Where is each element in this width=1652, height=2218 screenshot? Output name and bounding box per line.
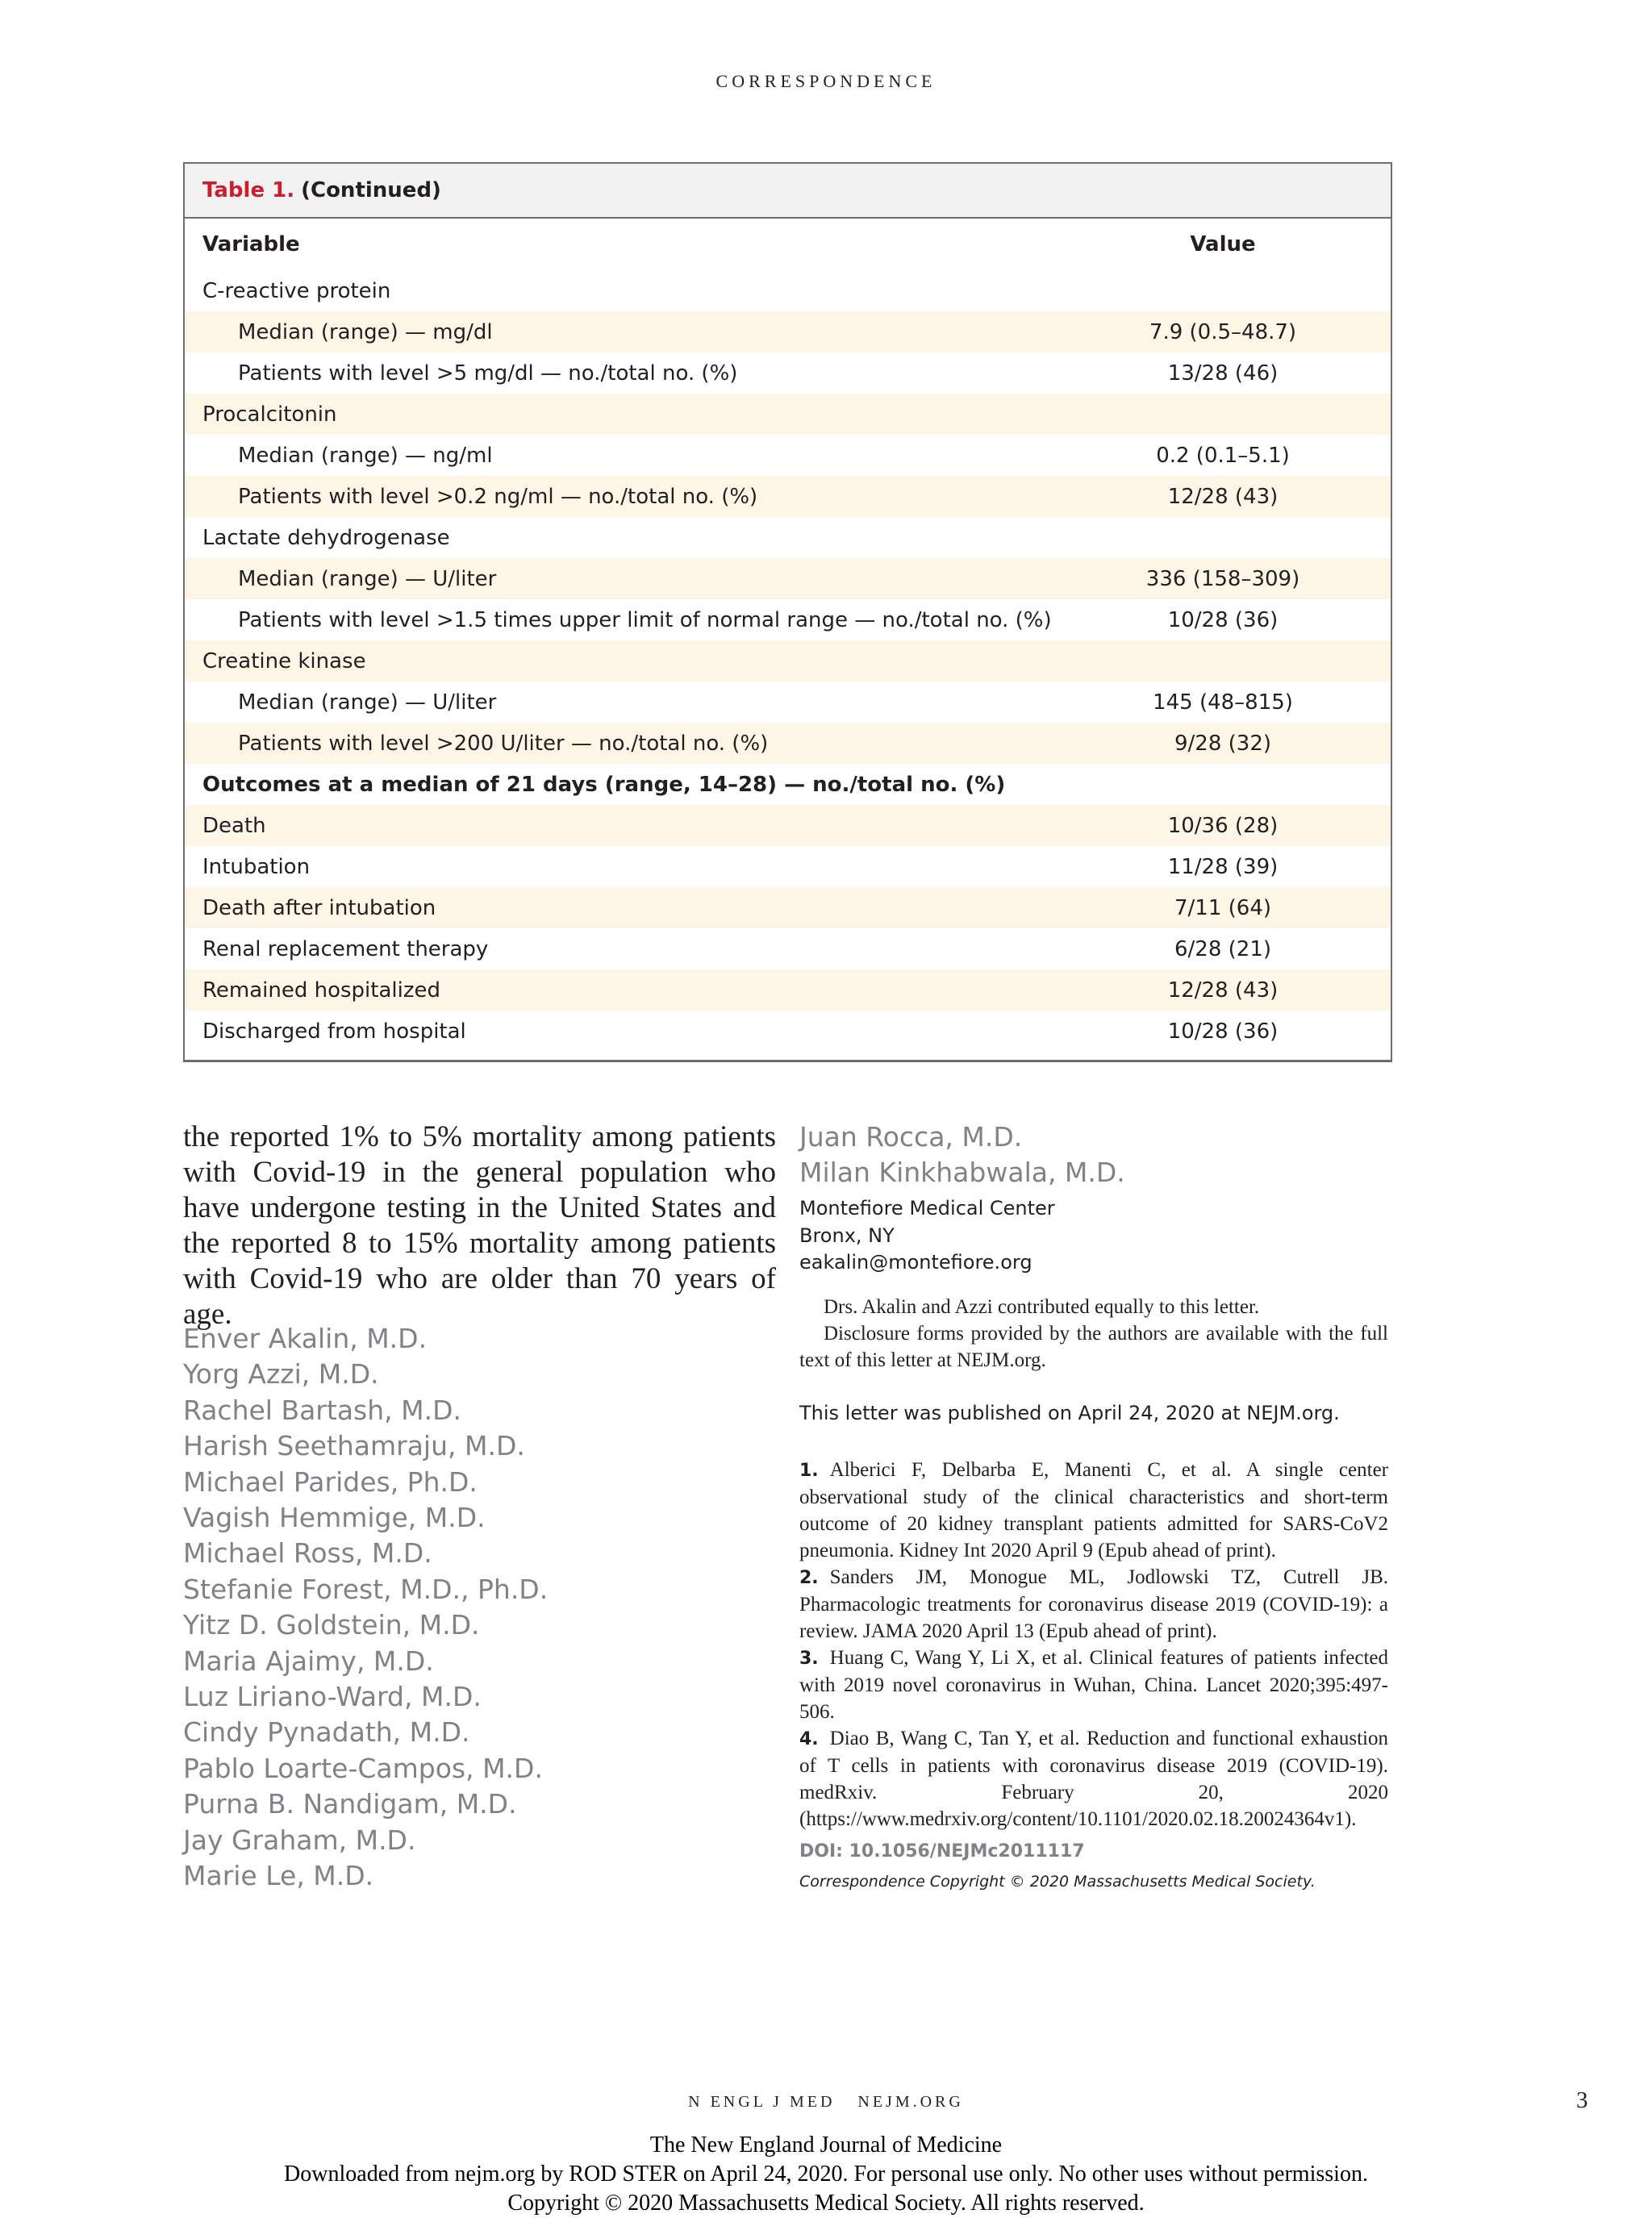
author-notes	[799, 1294, 1388, 1374]
table-continued: (Continued)	[301, 178, 441, 202]
table-row	[185, 723, 1391, 764]
author-name: Enver Akalin, M.D.	[183, 1323, 428, 1354]
row-value: 6/28 (21)	[1174, 936, 1272, 961]
author-name: Jay Graham, M.D.	[183, 1824, 416, 1856]
table-row	[185, 311, 1391, 352]
author-name: Pablo Loarte-Campos, M.D.	[183, 1752, 543, 1784]
reference-number: 4.	[799, 1729, 819, 1749]
row-variable: Patients with level >0.2 ng/ml — no./total no. (%)	[238, 484, 758, 509]
table-row	[185, 352, 1391, 394]
table-row	[185, 969, 1391, 1011]
affiliation	[799, 1195, 1055, 1277]
table-row	[185, 270, 1391, 311]
author-name: Yorg Azzi, M.D.	[183, 1358, 379, 1390]
table-row	[185, 599, 1391, 640]
row-variable: Median (range) — mg/dl	[238, 319, 493, 344]
reference-text: Alberici F, Delbarba E, Manenti C, et al. A single center observational study of the clinical characteristics and short-term outcome of 20 kidney transplant patients admitted for SARS-CoV2 pneumonia. Kidney Int 2020 April 9 (Epub ahead of print).	[799, 1459, 1388, 1561]
reference-number: 1.	[799, 1461, 819, 1481]
doi-link[interactable]: DOI: 10.1056/NEJMc2011117	[799, 1841, 1085, 1862]
email-link[interactable]: eakalin@montefiore.org	[799, 1251, 1032, 1274]
table-header-row	[185, 219, 1391, 270]
notice-line: Downloaded from nejm.org by ROD STER on April 24, 2020. For personal use only. No other uses without permission.	[284, 2162, 1368, 2187]
row-variable: Intubation	[202, 854, 311, 879]
row-variable: Renal replacement therapy	[202, 936, 489, 961]
location: Bronx, NY	[799, 1224, 895, 1247]
row-value: 12/28 (43)	[1167, 978, 1279, 1003]
table-bottom-rule	[183, 1060, 1392, 1062]
author-name: Purna B. Nandigam, M.D.	[183, 1788, 517, 1820]
row-variable: Lactate dehydrogenase	[202, 525, 450, 550]
row-value: 336 (158–309)	[1145, 566, 1300, 591]
reference-text: Diao B, Wang C, Tan Y, et al. Reduction and functional exhaustion of T cells in patients with coronavirus disease 2019 (COVID-19). medRxiv. February 20, 2020 (https://www.medrxiv.org/content/10.1101/2020.02.18.20024364v1).	[799, 1728, 1388, 1830]
author-name: Harish Seethamraju, M.D.	[183, 1430, 525, 1462]
author-name: Maria Ajaimy, M.D.	[183, 1645, 434, 1677]
row-variable: Median (range) — U/liter	[238, 566, 497, 591]
table-1	[183, 162, 1392, 1061]
author-name: Marie Le, M.D.	[183, 1860, 374, 1892]
page-number: 3	[1576, 2087, 1588, 2113]
row-value: 10/36 (28)	[1167, 813, 1279, 838]
published-note: This letter was published on April 24, 2020 at NEJM.org.	[799, 1402, 1340, 1424]
journal-site: NEJM.ORG	[857, 2093, 964, 2111]
reference-number: 3.	[799, 1649, 819, 1669]
journal-abbrev: N ENGL J MED	[688, 2093, 836, 2111]
note: Disclosure forms provided by the authors are available with the full text of this letter at NEJM.org.	[799, 1323, 1388, 1371]
table-row	[185, 764, 1391, 805]
reference-number: 2.	[799, 1568, 819, 1588]
download-notice	[0, 2131, 1652, 2218]
table-row	[185, 435, 1391, 476]
author-name: Yitz D. Goldstein, M.D.	[183, 1609, 480, 1641]
notice-line: The New England Journal of Medicine	[649, 2133, 1003, 2158]
column-header-value: Value	[1190, 232, 1256, 256]
row-value: 7.9 (0.5–48.7)	[1149, 319, 1297, 344]
reference	[799, 1457, 1388, 1564]
row-variable: Outcomes at a median of 21 days (range, 14–28) — no./total no. (%)	[202, 772, 1006, 797]
row-value: 7/11 (64)	[1174, 895, 1272, 920]
table-row	[185, 887, 1391, 928]
column-header-variable: Variable	[202, 232, 300, 256]
footer-journal	[0, 2093, 1652, 2112]
row-variable: Median (range) — ng/ml	[238, 443, 493, 468]
table-row	[185, 517, 1391, 558]
references	[799, 1457, 1388, 1832]
row-variable: Discharged from hospital	[202, 1019, 466, 1044]
author-list-left	[183, 1321, 548, 1895]
table-row	[185, 805, 1391, 846]
table-row	[185, 476, 1391, 517]
author-list-right	[799, 1119, 1125, 1190]
row-variable: Death	[202, 813, 266, 838]
author-name: Milan Kinkhabwala, M.D.	[799, 1157, 1125, 1188]
row-variable: C-reactive protein	[202, 278, 391, 303]
table-row	[185, 928, 1391, 969]
row-variable: Remained hospitalized	[202, 978, 441, 1003]
row-variable: Creatine kinase	[202, 648, 366, 673]
correspondence-copyright: Correspondence Copyright © 2020 Massachusetts Medical Society.	[799, 1873, 1316, 1891]
table-title	[185, 164, 1391, 219]
row-variable: Procalcitonin	[202, 402, 337, 427]
row-variable: Median (range) — U/liter	[238, 690, 497, 715]
reference-text: Sanders JM, Monogue ML, Jodlowski TZ, Cutrell JB. Pharmacologic treatments for coronavirus disease 2019 (COVID-19): a review. JAMA 2020 April 13 (Epub ahead of print).	[799, 1566, 1388, 1642]
body-paragraph: the reported 1% to 5% mortality among patients with Covid-19 in the general population who have undergone testing in the United States and the reported 8 to 15% mortality among patients with Covid-19 who are older than 70 years of age.	[183, 1120, 776, 1331]
author-name: Cindy Pynadath, M.D.	[183, 1716, 470, 1749]
reference	[799, 1645, 1388, 1725]
notice-line: Copyright © 2020 Massachusetts Medical Society. All rights reserved.	[507, 2191, 1145, 2216]
table-row	[185, 394, 1391, 435]
table-row	[185, 558, 1391, 599]
author-name: Juan Rocca, M.D.	[799, 1121, 1023, 1153]
row-value: 9/28 (32)	[1174, 731, 1272, 756]
table-row	[185, 1011, 1391, 1052]
running-head: CORRESPONDENCE	[715, 71, 937, 91]
row-value: 10/28 (36)	[1167, 607, 1279, 632]
row-value: 13/28 (46)	[1167, 361, 1279, 386]
author-name: Michael Parides, Ph.D.	[183, 1465, 478, 1498]
row-value: 12/28 (43)	[1167, 484, 1279, 509]
author-name: Vagish Hemmige, M.D.	[183, 1502, 486, 1534]
table-label: Table 1.	[202, 178, 295, 202]
row-value: 145 (48–815)	[1153, 690, 1293, 715]
row-variable: Death after intubation	[202, 895, 436, 920]
author-name: Stefanie Forest, M.D., Ph.D.	[183, 1573, 549, 1605]
reference	[799, 1564, 1388, 1645]
reference	[799, 1725, 1388, 1832]
table-row	[185, 846, 1391, 887]
author-name: Rachel Bartash, M.D.	[183, 1394, 461, 1426]
row-value: 0.2 (0.1–5.1)	[1156, 443, 1290, 468]
author-name: Michael Ross, M.D.	[183, 1537, 432, 1570]
row-value: 11/28 (39)	[1167, 854, 1279, 879]
table-row	[185, 640, 1391, 682]
institution: Montefiore Medical Center	[799, 1197, 1055, 1219]
row-value: 10/28 (36)	[1167, 1019, 1279, 1044]
note: Drs. Akalin and Azzi contributed equally to this letter.	[824, 1296, 1260, 1318]
row-variable: Patients with level >1.5 times upper limit of normal range — no./total no. (%)	[238, 607, 1052, 632]
author-name: Luz Liriano-Ward, M.D.	[183, 1681, 482, 1713]
table-row	[185, 682, 1391, 723]
row-variable: Patients with level >5 mg/dl — no./total no. (%)	[238, 361, 738, 386]
reference-text: Huang C, Wang Y, Li X, et al. Clinical features of patients infected with 2019 novel coronavirus in Wuhan, China. Lancet 2020;395:497-506.	[799, 1647, 1388, 1723]
row-variable: Patients with level >200 U/liter — no./total no. (%)	[238, 731, 769, 756]
